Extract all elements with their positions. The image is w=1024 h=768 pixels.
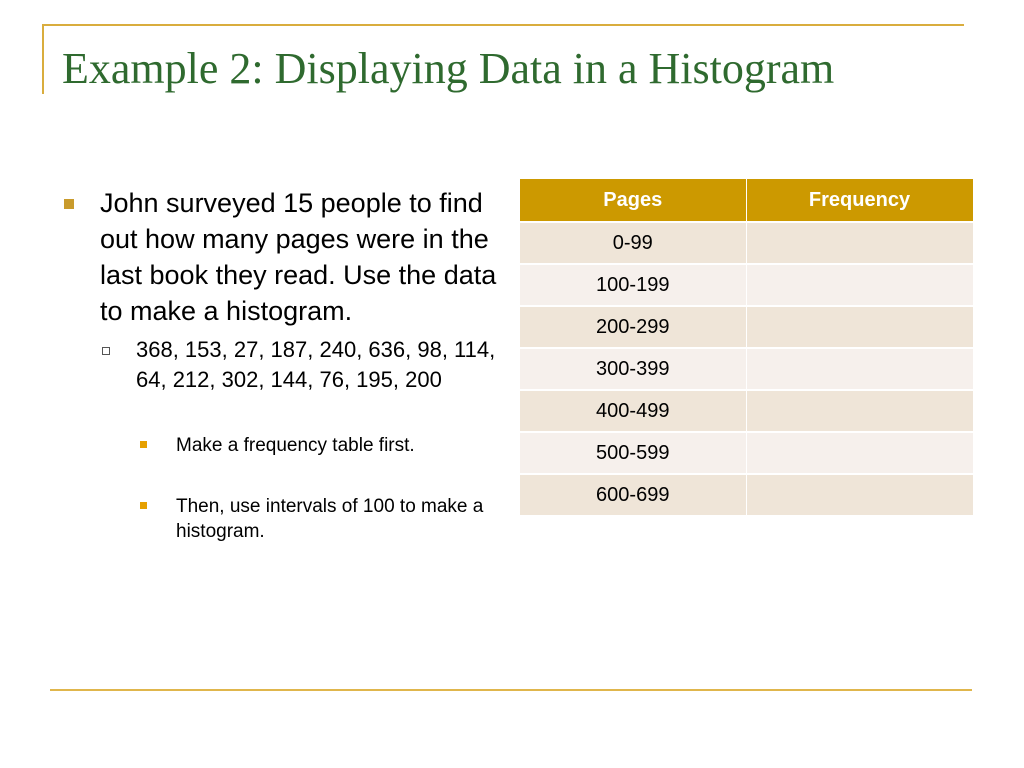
bullet-step-text: Then, use intervals of 100 to make a histogram. bbox=[176, 496, 484, 542]
header-pages: Pages bbox=[520, 179, 746, 222]
table-row bbox=[520, 348, 973, 390]
cell-pages: 400-499 bbox=[520, 390, 746, 432]
small-square-bullet-icon bbox=[140, 441, 147, 448]
bullet-step-text: Make a frequency table first. bbox=[176, 435, 415, 456]
cell-pages: 0-99 bbox=[520, 222, 746, 264]
cell-frequency bbox=[746, 432, 973, 474]
bullet-data-text: 368, 153, 27, 187, 240, 636, 98, 114, 64, 212, 302, 144, 76, 195, 200 bbox=[136, 337, 496, 392]
cell-frequency bbox=[746, 474, 973, 516]
cell-pages: 600-699 bbox=[520, 474, 746, 516]
table-row bbox=[520, 306, 973, 348]
cell-frequency bbox=[746, 264, 973, 306]
frequency-table bbox=[520, 179, 974, 517]
bullet-survey-text: John surveyed 15 people to find out how many pages were in the last book they read. Use the data to make a histogram. bbox=[100, 188, 497, 326]
hollow-square-bullet-icon bbox=[102, 347, 110, 355]
cell-frequency bbox=[746, 222, 973, 264]
top-frame-line bbox=[42, 24, 964, 26]
table-row bbox=[520, 390, 973, 432]
table-row bbox=[520, 222, 973, 264]
slide-title: Example 2: Displaying Data in a Histogram bbox=[62, 44, 835, 93]
bottom-frame-line bbox=[50, 689, 972, 691]
cell-pages: 500-599 bbox=[520, 432, 746, 474]
table-row bbox=[520, 264, 973, 306]
small-square-bullet-icon bbox=[140, 502, 147, 509]
table-row bbox=[520, 432, 973, 474]
table-header-row bbox=[520, 179, 973, 222]
header-frequency: Frequency bbox=[746, 179, 973, 222]
cell-frequency bbox=[746, 390, 973, 432]
cell-pages: 200-299 bbox=[520, 306, 746, 348]
bullet-survey-description bbox=[62, 185, 500, 329]
left-frame-line bbox=[42, 24, 44, 94]
table-row bbox=[520, 474, 973, 516]
bullet-step-histogram bbox=[136, 494, 496, 544]
cell-pages: 300-399 bbox=[520, 348, 746, 390]
bullet-survey-data bbox=[100, 335, 496, 395]
bullet-step-frequency-table bbox=[136, 433, 496, 458]
cell-frequency bbox=[746, 348, 973, 390]
slide-body bbox=[62, 185, 502, 544]
square-bullet-icon bbox=[64, 199, 74, 209]
cell-pages: 100-199 bbox=[520, 264, 746, 306]
cell-frequency bbox=[746, 306, 973, 348]
